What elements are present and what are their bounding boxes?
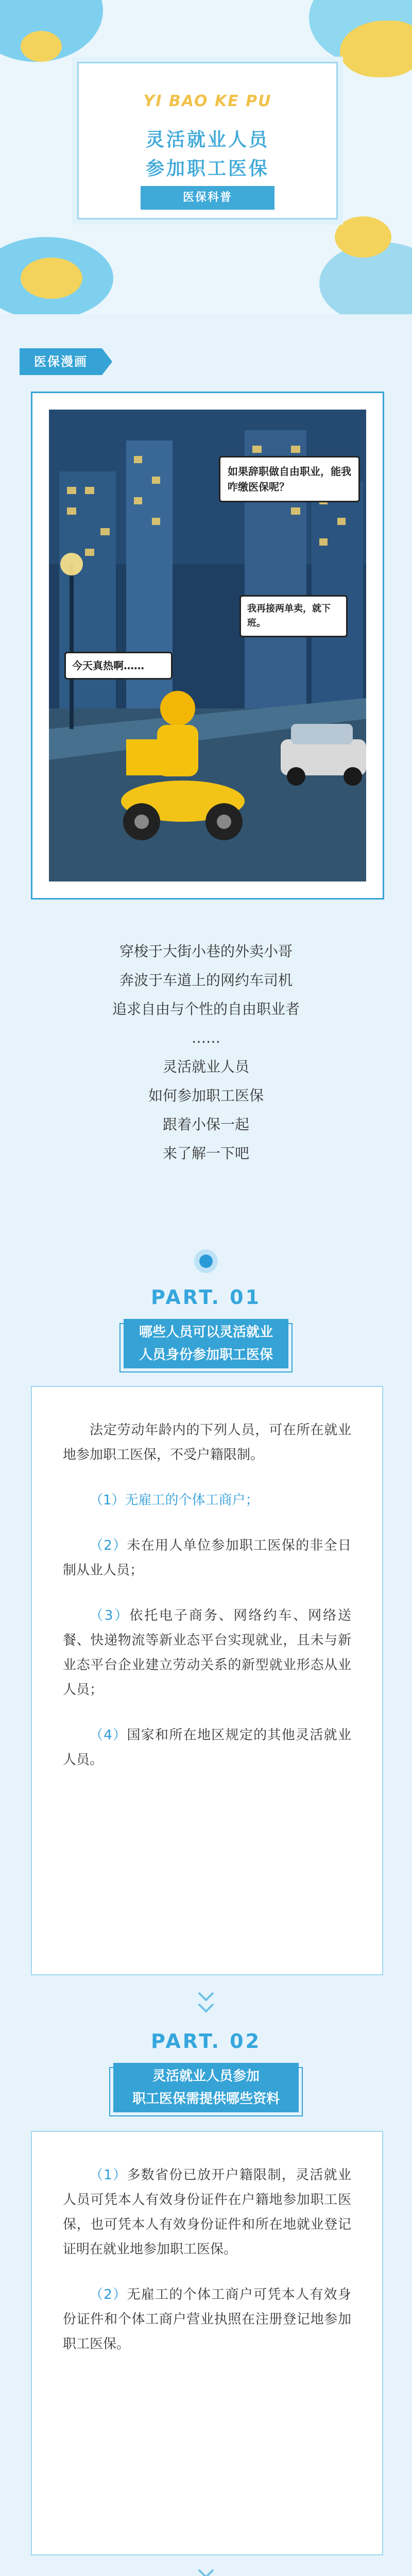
speech-bubble-2: 我再接两单卖，就下班。 <box>239 595 348 637</box>
part2-p2-text: 无雇工的个体工商户可凭本人有效身份证件和个体工商户营业执照在注册登记地参加职工医保。 <box>63 2287 351 2352</box>
intro-line: 如何参加职工医保 <box>148 1087 264 1104</box>
intro-line: 追求自由与个性的自由职业者 <box>112 1001 300 1018</box>
chevron-down-icon <box>196 2566 216 2576</box>
header-kicker: YI BAO KE PU <box>143 92 272 110</box>
part1-q-line1: 哪些人员可以灵活就业 <box>139 1325 273 1340</box>
header-title-line2: 参加职工医保 <box>145 158 269 179</box>
comic-frame <box>31 392 384 900</box>
intro-line: 奔波于车道上的网约车司机 <box>119 972 293 989</box>
comic-tag: 医保漫画 <box>20 348 102 375</box>
intro-line: 灵活就业人员 <box>162 1058 249 1075</box>
part1-dot-icon <box>199 1255 213 1268</box>
header-title-line1: 灵活就业人员 <box>145 129 269 150</box>
intro-line: 来了解一下吧 <box>162 1145 249 1162</box>
part2-p1-text: 多数省份已放开户籍限制，灵活就业人员可凭本人有效身份证件在户籍地参加职工医保，也可凭本人有效身份证件和所在地就业登记证明在就业地参加职工医保。 <box>63 2167 351 2257</box>
part1-p4-text: 国家和所在地区规定的其他灵活就业人员。 <box>63 1727 351 1768</box>
part1-p2 <box>63 1533 351 1583</box>
part1-card <box>31 1386 383 1975</box>
speech-bubble-1: 如果辞职做自由职业，能我咋缴医保呢？ <box>219 456 360 502</box>
part1-content <box>63 1418 351 1772</box>
comic-illustration <box>49 410 366 882</box>
intro-line: …… <box>192 1029 220 1046</box>
part1-p0: 法定劳动年龄内的下列人员，可在所在就业地参加职工医保，不受户籍限制。 <box>63 1422 351 1463</box>
part1-q-line2: 人员身份参加职工医保 <box>139 1347 273 1363</box>
speech-bubble-3: 今天真热啊…… <box>64 652 173 680</box>
part1-p3-text: 依托电子商务、网络约车、网络送餐、快递物流等新业态平台实现就业，且未与新业态平台企业建立劳动关系的新型就业形态从业人员； <box>63 1608 351 1698</box>
part2-p1-num: （1） <box>90 2167 127 2183</box>
part2-question <box>113 2063 299 2112</box>
part1-p4-num: （4） <box>90 1727 127 1743</box>
part1-question <box>124 1319 288 1368</box>
intro-text <box>0 938 412 1168</box>
part2-label: PART. 02 <box>150 2030 262 2053</box>
part1-p3-num: （3） <box>90 1608 130 1623</box>
header-banner <box>0 0 412 314</box>
part2-p1 <box>63 2163 351 2262</box>
part2-q-line2: 职工医保需提供哪些资料 <box>132 2091 280 2107</box>
part1-p2-text: 未在用人单位参加职工医保的非全日制从业人员； <box>63 1538 351 1578</box>
header-pill: 医保科普 <box>141 186 274 210</box>
part1-label: PART. 01 <box>150 1286 262 1309</box>
part2-card <box>31 2131 383 2555</box>
part1-p1: （1）无雇工的个体工商户； <box>90 1493 259 1508</box>
part2-p2 <box>63 2282 351 2357</box>
part1-p4 <box>63 1723 351 1772</box>
part1-p3 <box>63 1603 351 1702</box>
part1-p2-num: （2） <box>90 1538 127 1553</box>
header-card <box>77 62 338 219</box>
chevron-down-icon <box>196 1989 216 2020</box>
intro-line: 跟着小保一起 <box>162 1116 249 1133</box>
part2-p2-num: （2） <box>90 2287 127 2302</box>
part2-q-line1: 灵活就业人员参加 <box>152 2069 260 2084</box>
intro-line: 穿梭于大街小巷的外卖小哥 <box>119 943 293 960</box>
part2-content <box>63 2163 351 2357</box>
